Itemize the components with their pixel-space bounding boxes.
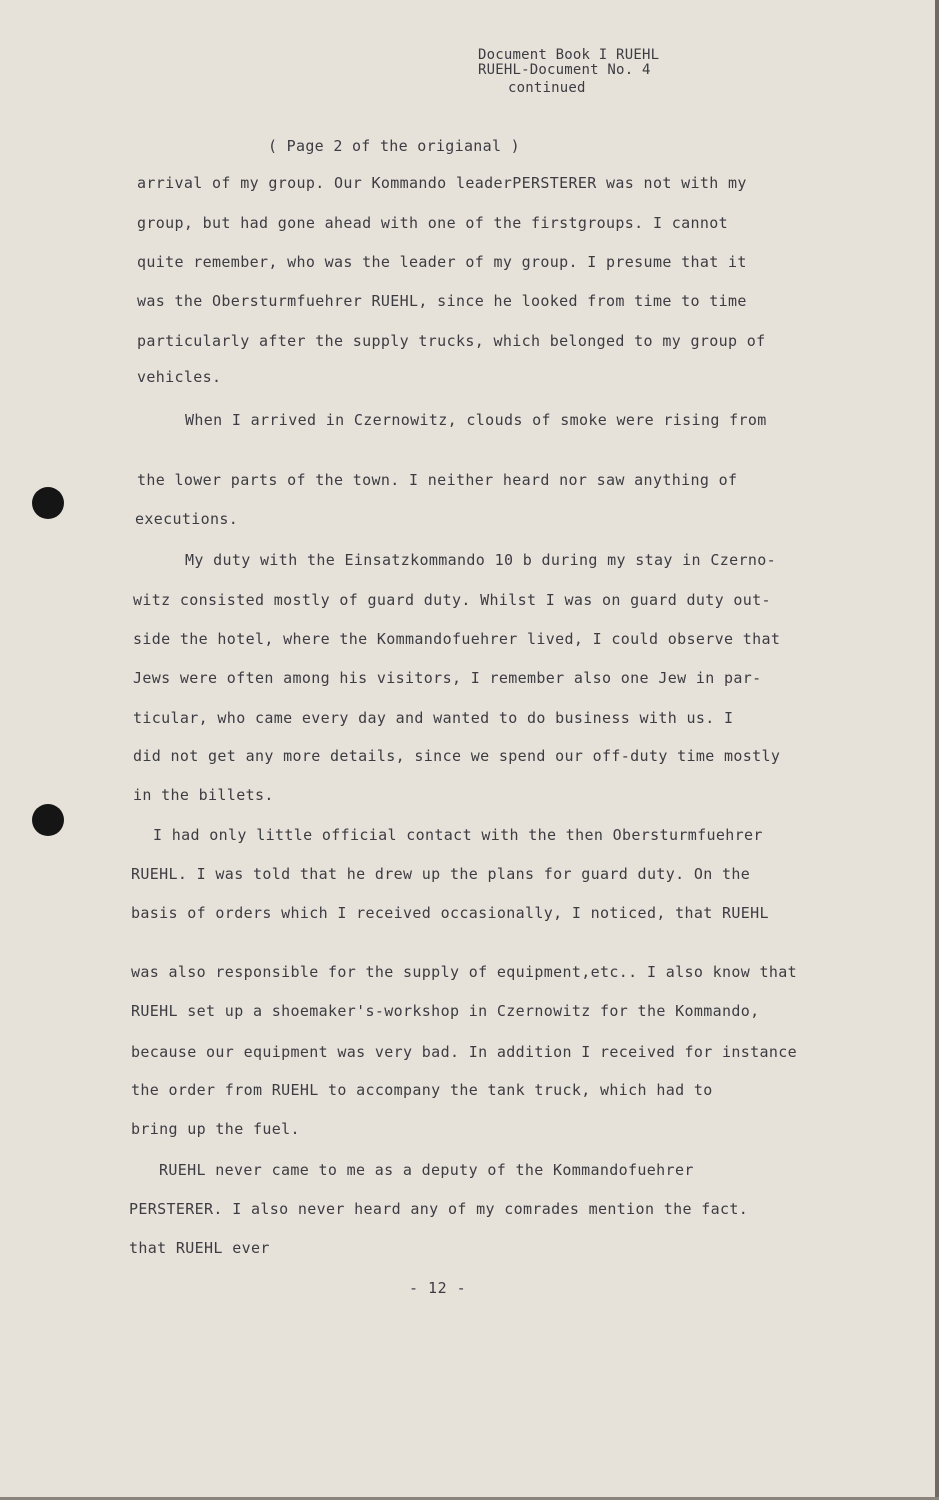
text-line: side the hotel, where the Kommandofuehrer lived, I could observe that (133, 630, 781, 648)
text-line: vehicles. (137, 368, 222, 386)
text-line: bring up the fuel. (131, 1120, 300, 1138)
header-continued: continued (508, 80, 586, 96)
punch-hole (32, 487, 64, 519)
text-line: particularly after the supply trucks, which belonged to my group of (137, 332, 766, 350)
page-number: - 12 - (409, 1279, 467, 1297)
text-line: group, but had gone ahead with one of the firstgroups. I cannot (137, 214, 728, 232)
text-line: RUEHL never came to me as a deputy of the Kommandofuehrer (159, 1161, 694, 1179)
text-line: arrival of my group. Our Kommando leaderPERSTERER was not with my (137, 174, 747, 192)
text-line: was the Obersturmfuehrer RUEHL, since he looked from time to time (137, 292, 747, 310)
text-line: My duty with the Einsatzkommando 10 b during my stay in Czerno- (185, 551, 776, 569)
document-header (478, 48, 659, 96)
text-line: When I arrived in Czernowitz, clouds of smoke were rising from (185, 411, 767, 429)
text-line: PERSTERER. I also never heard any of my comrades mention the fact. (129, 1200, 749, 1218)
text-line: the lower parts of the town. I neither heard nor saw anything of (137, 471, 738, 489)
text-line: RUEHL set up a shoemaker's-workshop in Czernowitz for the Kommando, (131, 1002, 760, 1020)
text-line: in the billets. (133, 786, 274, 804)
text-line: was also responsible for the supply of equipment,etc.. I also know that (131, 963, 798, 981)
text-line: executions. (135, 510, 239, 528)
text-line: basis of orders which I received occasionally, I noticed, that RUEHL (131, 904, 769, 922)
text-line: did not get any more details, since we spend our off-duty time mostly (133, 747, 781, 765)
header-document-book: Document Book I RUEHL (478, 47, 660, 63)
text-line: witz consisted mostly of guard duty. Whilst I was on guard duty out- (133, 591, 771, 609)
text-line: the order from RUEHL to accompany the tank truck, which had to (131, 1081, 713, 1099)
punch-hole (32, 804, 64, 836)
page-edge-shadow (935, 0, 939, 1500)
original-page-reference: ( Page 2 of the origianal ) (268, 137, 520, 155)
text-line: RUEHL. I was told that he drew up the plans for guard duty. On the (131, 865, 751, 883)
text-line: I had only little official contact with the then Obersturmfuehrer (153, 826, 763, 844)
text-line: that RUEHL ever (129, 1239, 270, 1257)
text-line: quite remember, who was the leader of my group. I presume that it (137, 253, 747, 271)
header-document-number: RUEHL-Document No. 4 (478, 62, 651, 78)
text-line: because our equipment was very bad. In addition I received for instance (131, 1043, 798, 1061)
text-line: ticular, who came every day and wanted to do business with us. I (133, 709, 734, 727)
text-line: Jews were often among his visitors, I remember also one Jew in par- (133, 669, 762, 687)
